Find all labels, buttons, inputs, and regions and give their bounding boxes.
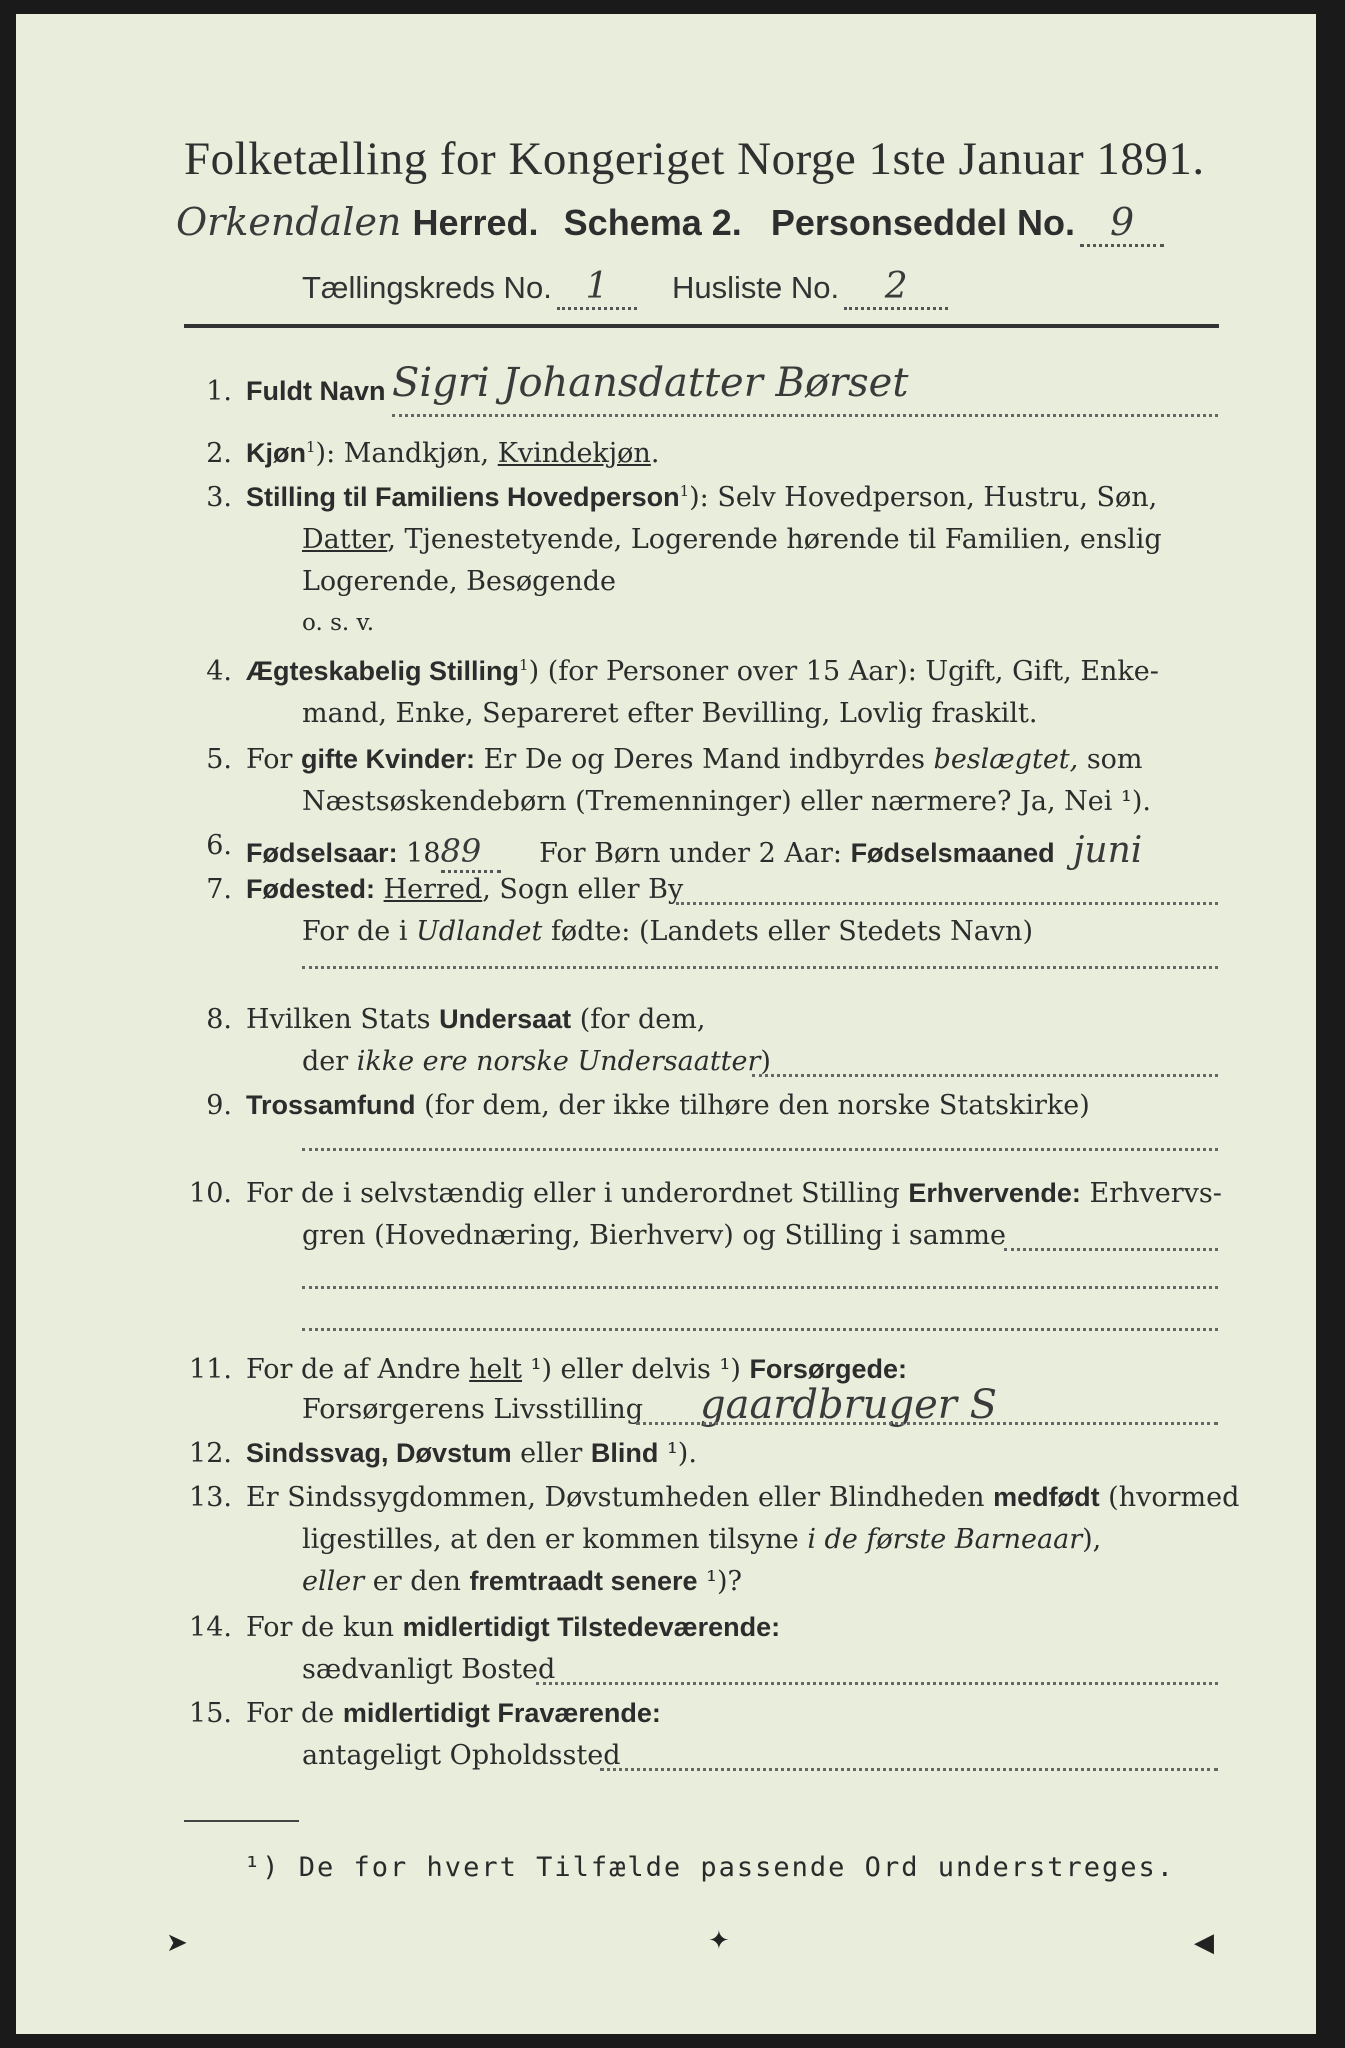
- q13-line2-a: ligestilles, at den er kommen tilsyne: [302, 1524, 808, 1555]
- kreds-value: 1: [557, 266, 637, 310]
- q13-line2-italic: i de første Barneaar: [807, 1524, 1083, 1555]
- q1-value: Sigri Johansdatter Børset: [392, 360, 909, 406]
- q15-pre: For de: [246, 1698, 343, 1729]
- q5-number: 5.: [206, 744, 232, 775]
- q11-label: Forsørgede:: [749, 1354, 907, 1384]
- q4-line1: ) (for Personer over 15 Aar): Ugift, Gift, Enke-: [528, 656, 1159, 687]
- q5-italic: beslægtet,: [933, 744, 1079, 775]
- q1-number: 1.: [206, 376, 232, 407]
- q15-dotline: [600, 1768, 1218, 1771]
- q6-mid: For Børn under 2 Aar:: [539, 838, 851, 869]
- q7-dotline-2: [302, 966, 1218, 969]
- q11-underlined-option: helt: [469, 1354, 523, 1385]
- q15-number: 15.: [189, 1698, 232, 1729]
- q11-line2-label: Forsørgerens Livsstilling: [302, 1394, 644, 1425]
- q10-number: 10.: [189, 1178, 232, 1209]
- q12-number: 12.: [189, 1438, 232, 1469]
- q3-line2: [302, 524, 1162, 555]
- q8-line2-italic: ikke ere norske Undersaatter: [356, 1046, 761, 1077]
- q3-label: Stilling til Familiens Hovedperson: [246, 482, 680, 512]
- q5-label: gifte Kvinder:: [301, 744, 476, 774]
- q4-number: 4.: [206, 656, 232, 687]
- q3-underlined-option: Datter: [302, 524, 388, 555]
- schema-label: Schema 2.: [563, 202, 742, 243]
- q13-line3-bold: fremtraadt senere: [469, 1566, 698, 1596]
- personseddel-value: 9: [1080, 200, 1164, 247]
- q9-dotline: [302, 1148, 1218, 1151]
- kreds-label: Tællingskreds No.: [302, 270, 552, 305]
- q3-line4: o. s. v.: [302, 610, 375, 636]
- q13-line3-a: er den: [364, 1566, 470, 1597]
- q10-line2: gren (Hovednæring, Bierhverv) og Stilling i samme: [302, 1220, 1007, 1251]
- q7-line1-rest: , Sogn eller By: [482, 874, 684, 905]
- q7-label: Fødested:: [246, 874, 376, 904]
- q2-underlined-option: Kvindekjøn: [497, 438, 651, 469]
- herred-label: Herred.: [412, 202, 539, 243]
- header-rule: [184, 324, 1219, 328]
- herred-row: [176, 200, 1164, 247]
- q2-text-c: .: [650, 438, 660, 469]
- q8-label: Undersaat: [439, 1004, 572, 1034]
- q10-dotline-2: [302, 1286, 1218, 1289]
- husliste-value: 2: [844, 266, 948, 310]
- q6-year-prefix: 18: [397, 838, 441, 869]
- q14-label: midlertidigt Tilstedeværende:: [402, 1612, 781, 1642]
- q2-text-a: ): Mandkjøn,: [315, 438, 498, 469]
- form-title: Folketælling for Kongeriget Norge 1ste Januar 1891.: [184, 133, 1205, 185]
- q6-year-value: 89: [441, 832, 501, 873]
- q12-label: Sindssvag, Døvstum: [246, 1438, 512, 1468]
- q5-end: som: [1078, 744, 1143, 775]
- q11-value: gaardbruger S: [700, 1382, 998, 1428]
- q14-dotline: [536, 1682, 1218, 1685]
- q4-label: Ægteskabelig Stilling: [246, 656, 520, 686]
- q7-line2-italic: Udlandet: [416, 916, 543, 947]
- q11-mid: ¹) eller delvis ¹): [522, 1354, 750, 1385]
- q3-line1: ): Selv Hovedperson, Hustru, Søn,: [689, 482, 1158, 513]
- q13-line3-italic: eller: [302, 1566, 365, 1597]
- q6-month-value: juni: [1073, 830, 1143, 871]
- q6-label2: Fødselsmaaned: [850, 838, 1055, 868]
- q15-label: midlertidigt Fraværende:: [342, 1698, 661, 1728]
- q7-dotline: [676, 902, 1218, 905]
- q7-number: 7.: [206, 874, 232, 905]
- census-form: Folketælling for Kongeriget Norge 1ste Januar 1891. Orkendalen Herred. Schema 2. Personseddel No. 9 Tællingskreds No. 1 Husliste No. 2 1. Fuldt Navn Sigri Johansdatter Børset 2. Kjøn$^1$): Mandkjøn, Kvindekjøn. 3. Stilling til Familiens Hovedperson$^1$): Selv Hovedperson, Hustru, Søn, Datter, Tjenestetyende, Logerende hørende til Familien, enslig Logerende, Besøgende o. s. v. 4. Ægteskabelig Stilling$^1$) (for Personer over 15 Aar): Ugift, Gift, Enke- mand, Enke, Separeret efter Bevilling, Lovlig fraskilt. 5. For gifte Kvinder: Er De og Deres Mand indbyrdes beslægtet, som Næstsøskendebørn (Tremenninger) eller nærmere? Ja, Nei ¹). 6. Fødselsaar: 1889 For Børn under 2 Aar: Fødselsmaaned juni 7. Fødested: Herred, Sogn eller By For de i Udlandet fødte: (Landets eller Stedets Navn) 8. Hvilken Stats Undersaat (for dem, der ikke ere norske Undersaatter) 9. Trossamfund (for dem, der ikke tilhøre den norske Statskirke) 10. For de i selvstændig eller i underordnet Stilling Erhvervende: Erhvervs- gren (Hovednæring, Bierhverv) og Stilling i samme 11. For de af Andre helt ¹) eller delvis ¹) Forsørgede: Forsørgerens Livsstilling gaardbruger S 12. Sindssvag, Døvstum eller Blind ¹). 13. Er Sindssygdommen, Døvstumheden eller Blindheden medfødt (hvormed ligestilles, at den er kommen tilsyne i de første Barneaar), eller er den fremtraadt senere ¹)? 14. For de kun midlertidigt Tilstedeværende: sædvanligt Bosted 15. For de midlertidigt Fraværende: antageligt Opholdssted ¹) De for hvert Tilfælde passende Ord understreges. ➤ ✦ ◀: [16, 14, 1316, 2034]
- q9-number: 9.: [206, 1090, 232, 1121]
- q1-label: Fuldt Navn: [246, 376, 386, 406]
- q13-line2-b: ),: [1082, 1524, 1102, 1555]
- q8-end: (for dem,: [571, 1004, 706, 1035]
- q12-mid: eller: [511, 1438, 591, 1469]
- q3-number: 3.: [206, 482, 232, 513]
- q13-end: (hvormed: [1099, 1482, 1240, 1513]
- q10-end: Erhvervs-: [1080, 1178, 1222, 1209]
- q5-line2: Næstsøskendebørn (Tremenninger) eller nærmere? Ja, Nei ¹).: [302, 786, 1151, 817]
- q11-dotline: [636, 1422, 1218, 1425]
- registration-mark-right: ◀: [1194, 1928, 1214, 1958]
- q14-line2: sædvanligt Bosted: [302, 1654, 556, 1685]
- q2-number: 2.: [206, 438, 232, 469]
- q8-dotline: [752, 1074, 1218, 1077]
- q10-label: Erhvervende:: [908, 1178, 1081, 1208]
- q8-line2-b: ): [760, 1046, 771, 1077]
- q10-dotline: [1004, 1248, 1218, 1251]
- q3-line2-rest: , Tjenestetyende, Logerende hørende til Familien, enslig: [387, 524, 1162, 555]
- q13-label: medfødt: [993, 1482, 1100, 1512]
- q14-pre: For de kun: [246, 1612, 403, 1643]
- footnote-rule: [184, 1820, 299, 1822]
- q6-label: Fødselsaar:: [246, 838, 398, 868]
- q5-mid: Er De og Deres Mand indbyrdes: [475, 744, 934, 775]
- q12-end: ¹).: [658, 1438, 697, 1469]
- q13-pre: Er Sindssygdommen, Døvstumheden eller Blindheden: [246, 1482, 994, 1513]
- q8-line2-a: der: [302, 1046, 357, 1077]
- q14-number: 14.: [189, 1612, 232, 1643]
- q11-line2: [302, 1382, 998, 1428]
- q1-dotline: [392, 414, 1218, 417]
- q12-label2: Blind: [590, 1438, 659, 1468]
- q13-line3-c: ¹)?: [697, 1566, 742, 1597]
- personseddel-label: Personseddel No.: [770, 202, 1075, 243]
- registration-mark-center: ✦: [708, 1926, 730, 1956]
- q5-pre: For: [246, 744, 302, 775]
- q13-number: 13.: [189, 1482, 232, 1513]
- q2-sup: 1: [306, 438, 316, 456]
- q7-underlined-option: Herred: [383, 874, 483, 905]
- q15-line2: antageligt Opholdssted: [302, 1740, 621, 1771]
- q6-number: 6.: [206, 830, 232, 861]
- registration-mark-left: ➤: [166, 1928, 188, 1958]
- q13-line2: [302, 1524, 1101, 1555]
- q11-pre: For de af Andre: [246, 1354, 470, 1385]
- q7-line2: [302, 916, 1033, 947]
- q4-line2: mand, Enke, Separeret efter Bevilling, Lovlig fraskilt.: [302, 698, 1038, 729]
- q2-label: Kjøn: [246, 438, 306, 468]
- footnote: ¹) De for hvert Tilfælde passende Ord understreges.: [244, 1852, 1176, 1883]
- q3-line3: Logerende, Besøgende: [302, 566, 616, 597]
- q8-line2: [302, 1046, 771, 1077]
- q11-number: 11.: [189, 1354, 232, 1385]
- q10-pre: For de i selvstændig eller i underordnet Stilling: [246, 1178, 909, 1209]
- q13-line3: [302, 1566, 742, 1597]
- q9-label: Trossamfund: [246, 1090, 416, 1120]
- husliste-label: Husliste No.: [672, 270, 840, 305]
- q7-line2-a: For de i: [302, 916, 417, 947]
- q10-dotline-3: [302, 1328, 1218, 1331]
- herred-value: Orkendalen: [176, 200, 402, 244]
- q9-line1: (for dem, der ikke tilhøre den norske Statskirke): [415, 1090, 1090, 1121]
- q7-line2-b: fødte: (Landets eller Stedets Navn): [542, 916, 1033, 947]
- kreds-row: [302, 266, 948, 310]
- q8-number: 8.: [206, 1004, 232, 1035]
- q8-pre: Hvilken Stats: [246, 1004, 440, 1035]
